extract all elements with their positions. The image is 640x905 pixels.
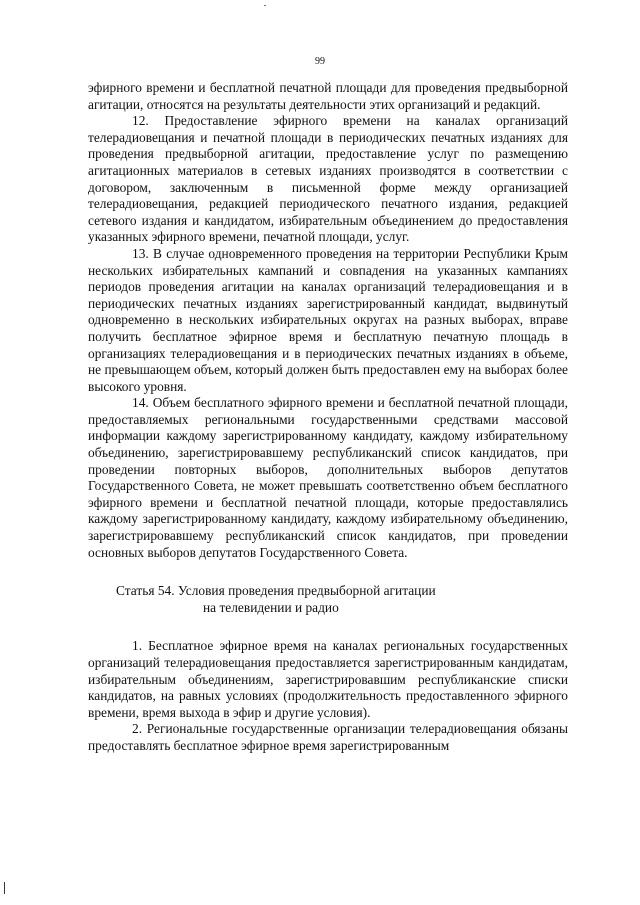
article-heading — [116, 583, 568, 616]
page-number: 99 — [315, 56, 325, 67]
scan-margin-mark — [4, 882, 5, 894]
paragraph-article-point-1: 1. Бесплатное эфирное время на каналах региональных государственных организаций телерадиовещания предоставляется зарегистрированным кандидатам, избирательным объединениям, зарегистрировавшим республиканские списки кандидатов, на равных условиях (продолжительность предоставленного эфирного времени, время выхода в эфир и другие условия). — [88, 638, 568, 720]
article-title-line2: на телевидении и радио — [203, 599, 339, 615]
paragraph-point-13: 13. В случае одновременного проведения на территории Республики Крым нескольких избирательных кампаний и совпадения на указанных кампаниях периодов проведения агитации на каналах организаций телерадиовещания и в периодических печатных изданиях зарегистрированный кандидат, выдвинутый одновременно в нескольких избирательных округах на разных выборах, вправе получить бесплатное эфирное время и бесплатную печатную площадь в организациях телерадиовещания и в периодических печатных изданиях в объеме, не превышающем объем, который должен быть предоставлен ему на выборах более высокого уровня. — [88, 245, 568, 394]
scan-dot — [264, 5, 266, 6]
paragraph-article-point-2: 2. Региональные государственные организации телерадиовещания обязаны предоставлять бесплатное эфирное время зарегистрированным — [88, 721, 568, 753]
document-body — [88, 80, 568, 755]
paragraph-point-14: 14. Объем бесплатного эфирного времени и бесплатной печатной площади, предоставляемых региональными государственными средствами массовой информации каждому зарегистрированному кандидату, каждому избирательному объединению, зарегистрировавшему республиканский список кандидатов, при проведении повторных выборов, дополнительных выборов депутатов Государственного Совета, не может превышать соответственно объем бесплатного эфирного времени и бесплатной печатной площади, которые предоставлялись каждому зарегистрированному кандидату, каждому избирательному объединению, зарегистрировавшему республиканский список кандидатов, при проведении основных выборов депутатов Государственного Совета. — [88, 395, 568, 560]
article-title-line1: Статья 54. Условия проведения предвыборной агитации — [116, 583, 436, 599]
paragraph-continuation: эфирного времени и бесплатной печатной площади для проведения предвыборной агитации, относятся на результаты деятельности этих организаций и редакций. — [88, 80, 568, 112]
paragraph-point-12: 12. Предоставление эфирного времени на каналах организаций телерадиовещания и печатной площади в периодических печатных изданиях для проведения предвыборной агитации, предоставление услуг по размещению агитационных материалов в сетевых изданиях производятся в соответствии с договором, заключенным в письменной форме между организацией телерадиовещания, редакцией периодического печатного издания, редакцией сетевого издания и кандидатом, избирательным объединением до предоставления указанных эфирного времени, печатной площади, услуг. — [88, 113, 568, 245]
